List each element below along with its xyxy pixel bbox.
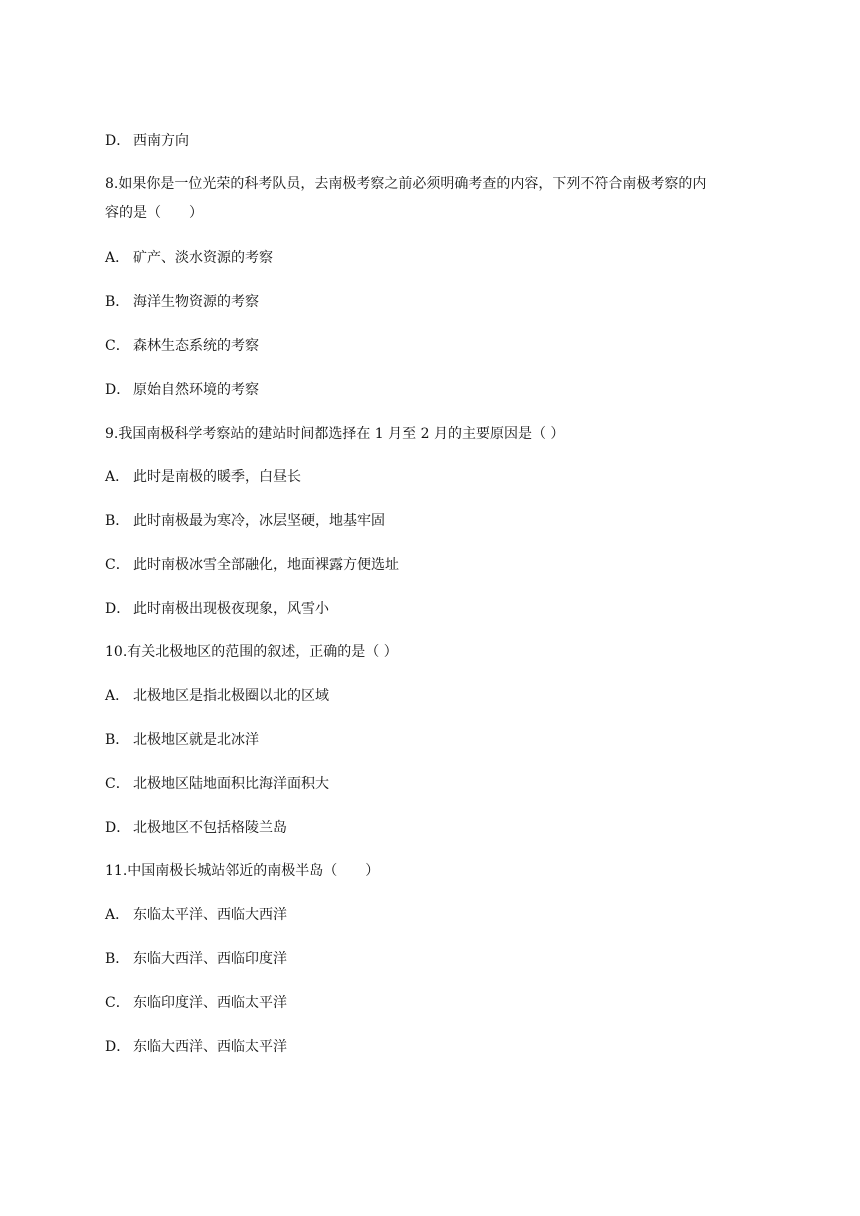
q9-option-c [105,555,399,575]
option-letter: C． [105,776,130,792]
option-letter: D． [105,1039,131,1055]
option-text: 此时南极出现极夜现象，风雪小 [133,601,329,617]
option-letter: D． [105,601,131,617]
option-letter: A． [105,250,130,266]
option-letter: B． [105,951,130,967]
option-letter: B． [105,294,130,310]
q10-option-a [105,686,329,706]
q9-option-b [105,511,385,531]
option-text: 东临印度洋、西临太平洋 [133,995,287,1011]
option-letter: A． [105,688,130,704]
q9-option-a [105,467,301,487]
option-letter: A． [105,907,130,923]
option-text: 东临太平洋、西临大西洋 [133,907,287,923]
option-letter: C． [105,557,130,573]
q8-option-c [105,336,259,356]
q8-option-b [105,292,259,312]
option-text: 海洋生物资源的考察 [133,294,259,310]
q8-option-d [105,380,259,400]
q8-option-a [105,248,273,268]
option-text: 北极地区陆地面积比海洋面积大 [133,776,329,792]
q11-option-d [105,1037,287,1057]
option-letter: D． [105,133,131,149]
option-text: 矿产、淡水资源的考察 [133,250,273,266]
option-text: 北极地区不包括格陵兰岛 [133,820,287,836]
q11-option-a [105,905,287,925]
q7-option-d [105,131,189,151]
option-letter: C． [105,995,130,1011]
q11-option-c [105,993,287,1013]
option-text: 东临大西洋、西临印度洋 [133,951,287,967]
q8-stem-line1: 8.如果你是一位光荣的科考队员，去南极考察之前必须明确考查的内容，下列不符合南极考察的内 [105,176,707,192]
q11-stem: 11.中国南极长城站邻近的南极半岛（ ） [105,863,380,879]
option-letter: D． [105,820,131,836]
option-letter: B． [105,732,130,748]
q10-option-d [105,818,287,838]
q8-stem-line2: 容的是（ ） [105,205,203,221]
q10-option-c [105,774,329,794]
q11-option-b [105,949,287,969]
option-text: 此时南极冰雪全部融化，地面裸露方便选址 [133,557,399,573]
option-text: 此时南极最为寒冷，冰层坚硬，地基牢固 [133,513,385,529]
option-text: 北极地区就是北冰洋 [133,732,259,748]
option-text: 西南方向 [133,133,189,149]
q10-option-b [105,730,259,750]
option-text: 北极地区是指北极圈以北的区域 [133,688,329,704]
option-letter: C． [105,338,130,354]
option-letter: D． [105,382,131,398]
option-text: 此时是南极的暖季，白昼长 [133,469,301,485]
option-text: 森林生态系统的考察 [133,338,259,354]
q9-stem: 9.我国南极科学考察站的建站时间都选择在 1 月至 2 月的主要原因是（ ） [105,426,565,442]
option-letter: B． [105,513,130,529]
q9-option-d [105,599,329,619]
option-text: 东临大西洋、西临太平洋 [133,1039,287,1055]
q10-stem: 10.有关北极地区的范围的叙述，正确的是（ ） [105,644,398,660]
option-text: 原始自然环境的考察 [133,382,259,398]
option-letter: A． [105,469,130,485]
